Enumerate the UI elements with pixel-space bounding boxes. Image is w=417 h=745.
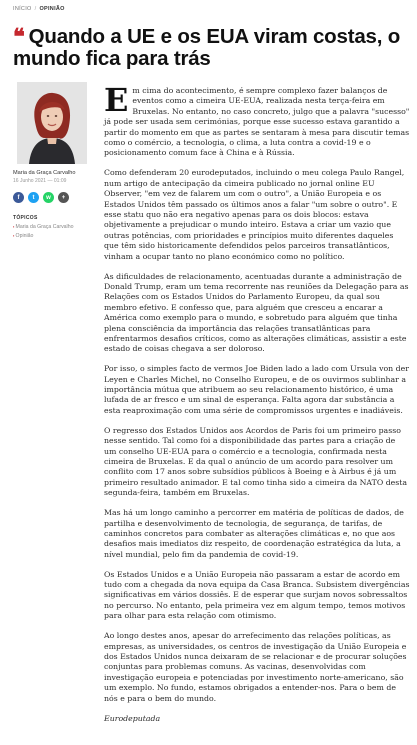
headline-text: Quando a UE e os EUA viram costas, o mundo fica para trás bbox=[13, 25, 401, 70]
article-paragraph: O regresso dos Estados Unidos aos Acordos de Paris foi um primeiro passo nesse sentido. Tal como foi a disponibilidade das partes para a criação de um conselho UE-EUA para o comércio e a tecnologia, confirmada nesta cimeira de Bruxelas. E da qual o anúncio de um acordo para resolver um conflito com 17 anos sobre subsídios públicos à Boeing e à Airbus é já um primeiro resultado animador. E tal como tinha sido a cimeira da NATO desta segunda-feira, também em Bruxelas. bbox=[104, 425, 408, 498]
drop-cap: E bbox=[104, 81, 129, 119]
breadcrumb-section-link[interactable]: OPINIÃO bbox=[39, 6, 65, 12]
article-body bbox=[104, 81, 410, 733]
facebook-icon[interactable]: f bbox=[13, 192, 24, 203]
article-paragraph: As dificuldades de relacionamento, acentuadas durante a administração de Donald Trump, eram um tema recorrente nas reuniões da Delegação para as Relações com os Estados Unidos do Parlamento Europeu, da qual sou membro efetivo. E confesso que, para alguém que cresceu a encarar a América como exemplo para o mundo, e sobretudo para alguém que tinha plena consciência da importância das relações transatlânticas para enfrentarmos desafios críticos, como as alterações climáticas, assistir a este estado de coisas chegava a ser doloroso. bbox=[104, 271, 409, 354]
article-paragraph bbox=[104, 81, 410, 159]
article-paragraph: Como defenderam 20 eurodeputados, incluindo o meu colega Paulo Rangel, num artigo de antecipação da cimeira publicado no jornal online EU Observer, "em vez de falarem um com o outro", a União Europeia e os Estados Unidos têm passado os últimos anos a falar "um sobre o outro". E esse statu quo não era negativo apenas para os dois blocos: estava objetivamente a prejudicar o mundo inteiro. Estava a criar um vazio que outras potências, com prioridades e princípios muito diferentes daqueles que têm sido historicamente defendidos pelos parceiros transatlânticos, vinham a ocupar tanto no plano económico como no político. bbox=[104, 168, 405, 261]
author-portrait-image bbox=[17, 82, 87, 164]
author-signature: Eurodeputada bbox=[104, 713, 161, 723]
twitter-icon[interactable]: t bbox=[28, 192, 39, 203]
breadcrumb-home-link[interactable]: INÍCIO bbox=[13, 6, 32, 12]
topic-link[interactable]: ▪ Opinião bbox=[13, 233, 103, 239]
paragraph-text: m cima do acontecimento, é sempre complexo fazer balanços de eventos como a cimeira UE-EUA, realizada nesta terça-feira em Bruxelas. No entanto, no caso concreto, julgo que a palavra "sucesso" já pode ser usada sem cerimónias, porque esse sucesso estava garantido a partir do momento em que as partes se sentaram à mesa para discutir temas como o comércio, a tecnologia, o clima, a luta contra a covid-19 e o posicionamento comum face à China e à Rússia. bbox=[104, 86, 410, 158]
whatsapp-icon[interactable]: w bbox=[43, 192, 54, 203]
author-name[interactable]: Maria da Graça Carvalho bbox=[13, 170, 76, 176]
publish-date: 16 Junho 2021 — 01:09 bbox=[13, 178, 67, 184]
article-paragraph: Por isso, o simples facto de vermos Joe Biden lado a lado com Ursula von der Leyen e Charles Michel, no Conselho Europeu, e de os ouvirmos sublinhar a importância mútua que atribuem ao seu relacionamento histórico, é uma lufada de ar fresco e um sinal de esperança. Falta agora dar substância a esta reaproximação com uma série de compromissos urgentes e inadiáveis. bbox=[104, 364, 410, 415]
article-paragraph: Os Estados Unidos e a União Europeia não passaram a estar de acordo em tudo com a chegada da nova equipa da Casa Branca. Subsistem divergências significativas em vários dossiês. E de esperar que surjam novos sobressaltos no percurso. No entanto, pela primeira vez em algum tempo, temos motivos para olhar para esta relação com otimismo. bbox=[104, 569, 410, 621]
author-sidebar bbox=[13, 82, 103, 239]
page-title bbox=[13, 26, 413, 69]
article-paragraph: Mas há um longo caminho a percorrer em matéria de políticas de dados, de partilha e desenvolvimento de tecnologia, de segurança, de tarifas, de caminhos concretos para combater as alterações climáticas e, no que aos desafios mais imediatos diz respeito, de coordenação estratégica da luta, a nível mundial, pelo fim da pandemia de covid-19. bbox=[104, 508, 404, 559]
breadcrumb-separator: / bbox=[34, 6, 37, 12]
more-icon[interactable]: + bbox=[58, 192, 69, 203]
breadcrumb bbox=[13, 6, 65, 12]
share-buttons bbox=[13, 192, 103, 203]
quote-icon: ❝ bbox=[13, 24, 25, 50]
article-paragraph: Ao longo destes anos, apesar do arrefecimento das relações políticas, as empresas, as universidades, os centros de investigação da União Europeia e dos Estados Unidos nunca deixaram de se relacionar e de procurar soluções conjuntas para problemas comuns. As vacinas, desenvolvidas com investigação europeia e potenciadas por investimento norte-americano, são um exemplo. No fundo, estamos obrigados a entender-nos. Para o bem de nós e para o bem do mundo. bbox=[104, 631, 407, 703]
topics-heading: TÓPICOS bbox=[13, 215, 38, 221]
topic-link[interactable]: ▪ Maria da Graça Carvalho bbox=[13, 224, 103, 230]
author-portrait bbox=[17, 82, 87, 164]
